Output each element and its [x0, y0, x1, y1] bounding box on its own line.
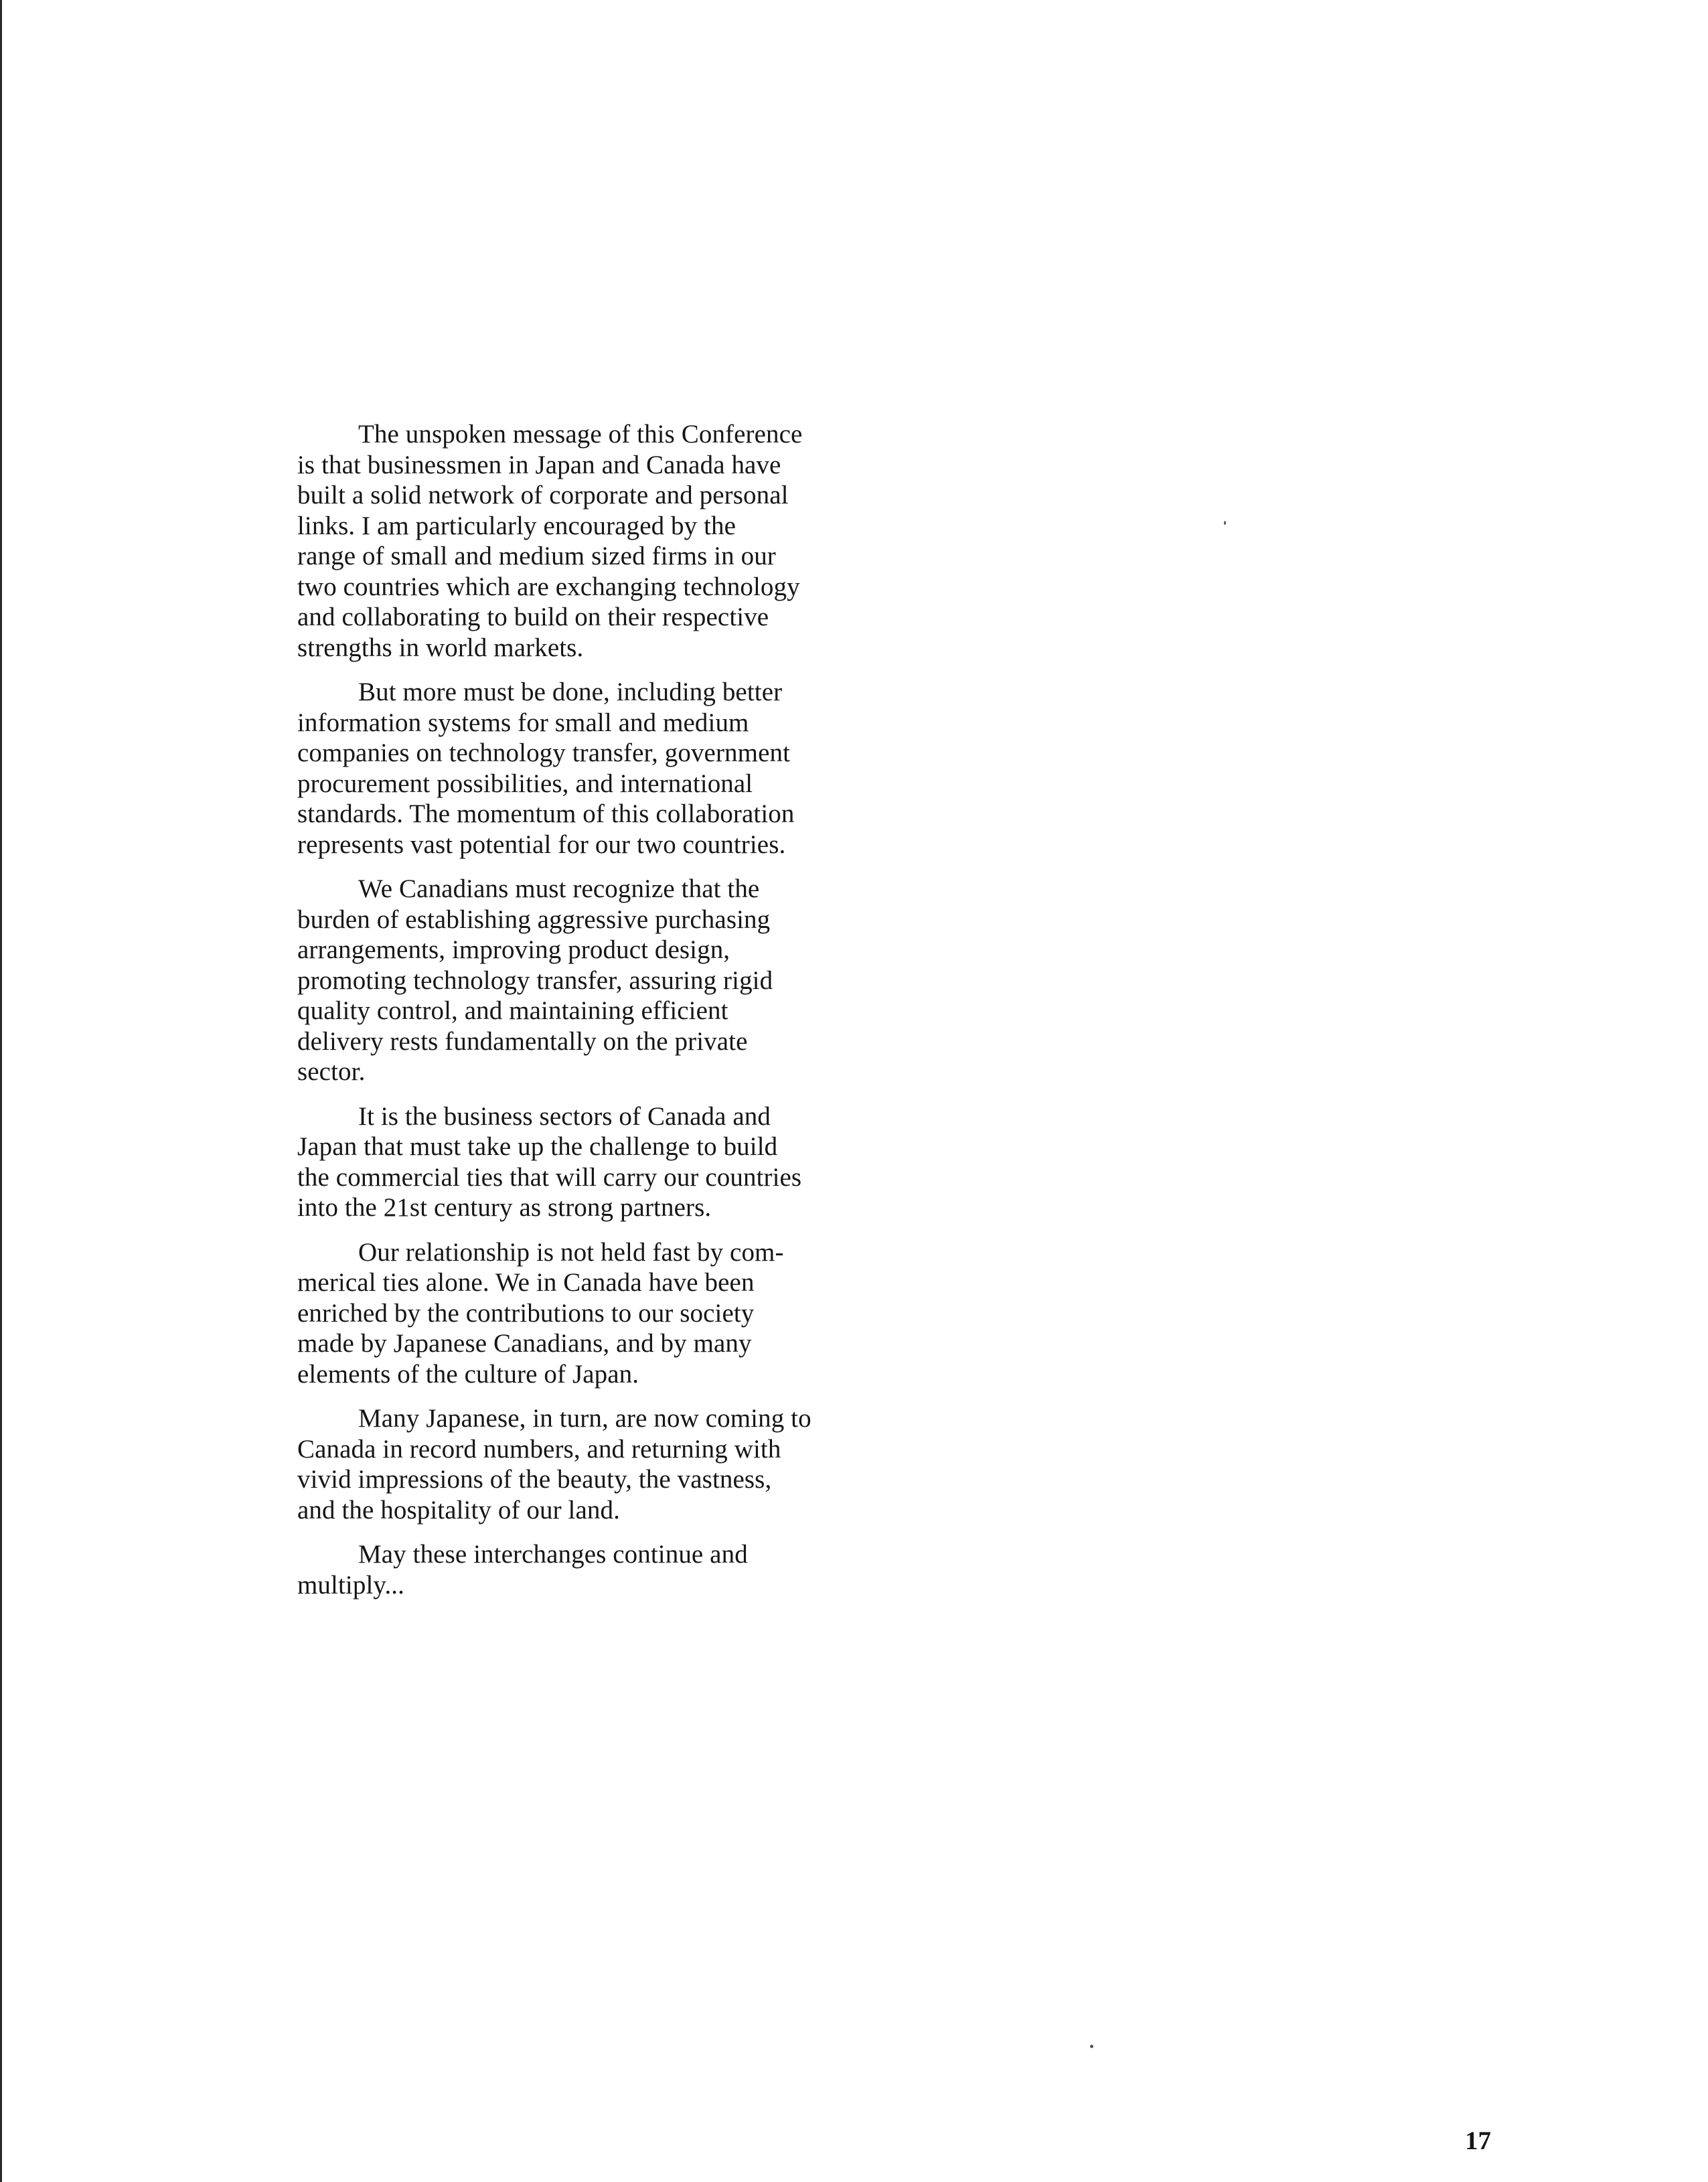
text-line: two countries which are exchanging technology [297, 572, 800, 601]
text-line: enriched by the contributions to our society [297, 1298, 755, 1328]
scan-speck [1090, 2045, 1093, 2048]
text-line: elements of the culture of Japan. [297, 1359, 639, 1389]
text-line: made by Japanese Canadians, and by many [297, 1329, 752, 1358]
page-left-edge-line [0, 0, 2, 2182]
text-line: the commercial ties that will carry our countries [297, 1162, 802, 1192]
text-line: standards. The momentum of this collaboration [297, 799, 795, 828]
text-line: and collaborating to build on their respective [297, 603, 769, 631]
text-line: is that businessmen in Japan and Canada have [297, 450, 781, 479]
paragraph-6 [297, 1403, 886, 1525]
text-line: Japan that must take up the challenge to build [297, 1132, 778, 1161]
paragraph-4 [297, 1101, 886, 1223]
text-line: arrangements, improving product design, [297, 935, 730, 964]
text-line: burden of establishing aggressive purchasing [297, 905, 771, 934]
text-line: Our relationship is not held fast by com- [358, 1237, 784, 1267]
paragraph-5 [297, 1237, 886, 1390]
page-number: 17 [1465, 2126, 1491, 2155]
text-line: But more must be done, including better [358, 678, 783, 706]
text-line: information systems for small and medium [297, 708, 749, 737]
text-line: built a solid network of corporate and personal [297, 481, 789, 510]
text-line: strengths in world markets. [297, 633, 584, 662]
scan-speck [1224, 521, 1226, 525]
text-line: May these interchanges continue and [358, 1540, 748, 1569]
text-line: The unspoken message of this Conference [358, 420, 803, 449]
text-line: merical ties alone. We in Canada have been [297, 1268, 755, 1297]
text-line: We Canadians must recognize that the [358, 874, 760, 903]
paragraph-3 [297, 874, 886, 1087]
text-line: and the hospitality of our land. [297, 1495, 620, 1525]
text-line: quality control, and maintaining efficient [297, 996, 728, 1025]
text-line: links. I am particularly encouraged by the [297, 511, 736, 540]
text-line: delivery rests fundamentally on the private [297, 1026, 748, 1056]
text-line: promoting technology transfer, assuring rigid [297, 965, 773, 995]
text-line: Canada in record numbers, and returning with [297, 1434, 781, 1464]
text-line: It is the business sectors of Canada and [358, 1101, 771, 1131]
text-line: into the 21st century as strong partners. [297, 1193, 712, 1222]
paragraph-1 [297, 419, 886, 663]
text-line: vivid impressions of the beauty, the vastness, [297, 1465, 772, 1494]
text-line: range of small and medium sized firms in our [297, 542, 776, 570]
paragraph-7 [297, 1539, 886, 1600]
text-line: multiply... [297, 1570, 404, 1600]
text-line: procurement possibilities, and international [297, 769, 753, 798]
text-line: companies on technology transfer, government [297, 738, 791, 767]
paragraph-2 [297, 677, 886, 860]
text-line: Many Japanese, in turn, are now coming to [358, 1404, 811, 1433]
text-line: sector. [297, 1057, 366, 1086]
text-line: represents vast potential for our two countries. [297, 830, 786, 859]
body-text-column [297, 419, 886, 1614]
